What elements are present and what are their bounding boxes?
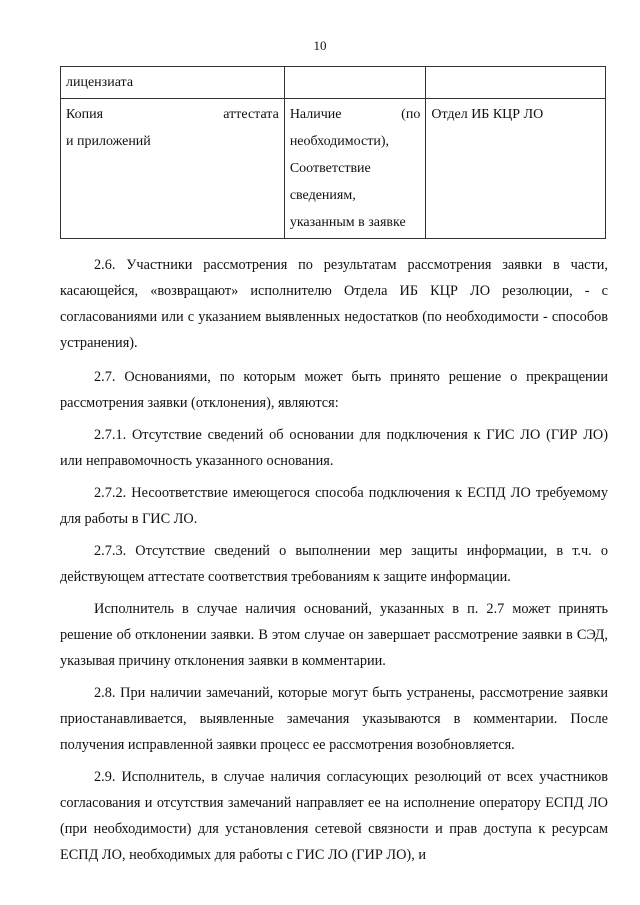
body-text: [60, 252, 608, 874]
cell-text: и приложений: [66, 134, 151, 149]
paragraph-2-7-2: 2.7.2. Несоответствие имеющегося способа подключения к ЕСПД ЛО требуемому для работы в ГИС ЛО.: [60, 485, 608, 527]
cell-text: указанным в заявке: [289, 215, 406, 230]
table-cell: [284, 99, 426, 239]
paragraph-2-7-3: 2.7.3. Отсутствие сведений о выполнении мер защиты информации, в т.ч. о действующем аттестате соответствия требованиям к защите информации.: [60, 543, 608, 585]
table-cell: Отдел ИБ КЦР ЛО: [426, 99, 606, 239]
table-cell: [61, 99, 285, 239]
cell-text: необходимости),: [289, 134, 389, 149]
paragraph-executor-decision: Исполнитель в случае наличия оснований, указанных в п. 2.7 может принять решение об отклонении заявки. В этом случае он завершает рассмотрение заявки в СЭД, указывая причину отклонения заявки в комментарии.: [60, 601, 608, 669]
table-row: [61, 67, 606, 99]
requirements-table: [60, 66, 606, 239]
cell-text: Соответствие: [289, 161, 371, 176]
table-row: [61, 99, 606, 239]
cell-text: Копия: [66, 107, 104, 122]
paragraph-2-6: 2.6. Участники рассмотрения по результатам рассмотрения заявки в части, касающейся, «возвращают» исполнителю Отдела ИБ КЦР ЛО резолюции, - с согласованиями или с указанием выявленных недостатков (по необходимости - способов устранения).: [60, 257, 608, 351]
table-cell: [284, 67, 426, 99]
table-cell: лицензиата: [61, 67, 285, 99]
paragraph-2-7-1: 2.7.1. Отсутствие сведений об основании для подключения к ГИС ЛО (ГИР ЛО) или неправомочность указанного основания.: [60, 427, 608, 469]
cell-text: аттестата: [223, 107, 279, 122]
paragraph-2-8: 2.8. При наличии замечаний, которые могут быть устранены, рассмотрение заявки приостанавливается, выявленные замечания указываются в комментарии. После получения исправленной заявки процесс ее рассмотрения возобновляется.: [60, 685, 608, 753]
cell-line: [290, 101, 421, 128]
cell-text: (по: [401, 107, 421, 122]
cell-text: сведениям,: [289, 188, 356, 203]
table-cell: [426, 67, 606, 99]
page-number: 10: [313, 38, 327, 53]
cell-text: Наличие: [289, 107, 342, 122]
cell-line: [66, 101, 279, 128]
paragraph-2-9: 2.9. Исполнитель, в случае наличия согласующих резолюций от всех участников согласования и отсутствия замечаний направляет ее на исполнение оператору ЕСПД ЛО (при необходимости) для установления сетевой связности и прав доступа к ресурсам ЕСПД ЛО, необходимых для работы с ГИС ЛО (ГИР ЛО), и: [60, 769, 608, 863]
paragraph-2-7: 2.7. Основаниями, по которым может быть принято решение о прекращении рассмотрения заявки (отклонения), являются:: [60, 369, 608, 411]
